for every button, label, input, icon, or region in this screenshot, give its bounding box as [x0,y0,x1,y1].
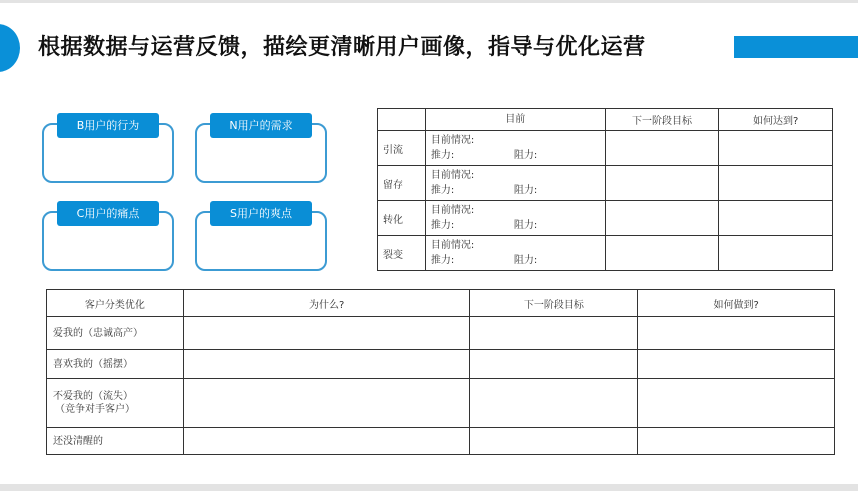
current-status-cell[interactable] [425,201,605,236]
next-goal-cell[interactable] [470,317,638,350]
current-status-cell[interactable] [425,236,605,271]
why-cell[interactable] [183,379,470,428]
current-status-cell[interactable] [425,131,605,166]
next-goal-cell[interactable] [605,201,719,236]
how-cell[interactable] [719,236,833,271]
table-row [47,317,835,350]
current-status-cell[interactable] [425,166,605,201]
header-cell-current: 目前 [425,109,605,131]
stage-label: 裂变 [378,236,426,271]
current-status-label: 目前情况: [430,240,475,251]
next-goal-cell[interactable] [605,236,719,271]
header-cell-how-to-achieve: 如何达到? [719,109,833,131]
card-tag-c-user-pain-points: C用户的痛点 [57,201,159,226]
customer-category-sub: （竞争对手客户） [55,404,135,415]
push-label: 推力: [430,185,455,196]
push-label: 推力: [430,150,455,161]
table-row [378,201,833,236]
how-cell[interactable] [638,350,835,379]
table-header-row [378,109,833,131]
page-title: 根据数据与运营反馈，描绘更清晰用户画像，指导与优化运营 [38,35,646,60]
current-status-label: 目前情况: [430,170,475,181]
why-cell[interactable] [183,350,470,379]
current-status-label: 目前情况: [430,135,475,146]
stage-label: 转化 [378,201,426,236]
how-cell[interactable] [719,166,833,201]
next-goal-cell[interactable] [470,428,638,455]
resist-label: 阻力: [513,150,538,161]
funnel-stage-table [377,108,833,271]
bottom-border-strip [0,484,858,491]
title-circle-decoration [0,24,20,72]
customer-category-cell [47,379,184,428]
header-cell-why: 为什么? [183,290,470,317]
why-cell[interactable] [183,428,470,455]
header-cell-customer-category: 客户分类优化 [47,290,184,317]
card-tag-b-user-behavior: B用户的行为 [57,113,159,138]
why-cell[interactable] [183,317,470,350]
header-cell-how-to-do: 如何做到? [638,290,835,317]
table-header-row [47,290,835,317]
current-status-label: 目前情况: [430,205,475,216]
how-cell[interactable] [638,428,835,455]
how-cell[interactable] [719,201,833,236]
stage-label: 引流 [378,131,426,166]
next-goal-cell[interactable] [605,131,719,166]
next-goal-cell[interactable] [470,379,638,428]
table-row [47,350,835,379]
resist-label: 阻力: [513,220,538,231]
card-tag-s-user-delight-points: S用户的爽点 [210,201,312,226]
table-row [378,236,833,271]
table-row [378,131,833,166]
header-cell-next-goal: 下一阶段目标 [470,290,638,317]
header-cell-next-goal: 下一阶段目标 [605,109,719,131]
how-cell[interactable] [719,131,833,166]
how-cell[interactable] [638,317,835,350]
push-label: 推力: [430,220,455,231]
resist-label: 阻力: [513,255,538,266]
top-border-strip [0,0,858,3]
card-tag-n-user-needs: N用户的需求 [210,113,312,138]
header-cell-empty [378,109,426,131]
customer-category-main: 不爱我的（流失） [53,391,133,402]
customer-category-cell: 喜欢我的（摇摆） [47,350,184,379]
table-row [378,166,833,201]
customer-category-cell: 还没清醒的 [47,428,184,455]
push-label: 推力: [430,255,455,266]
stage-label: 留存 [378,166,426,201]
customer-category-cell: 爱我的（忠诚高产） [47,317,184,350]
resist-label: 阻力: [513,185,538,196]
table-row [47,428,835,455]
title-accent-bar [734,36,858,58]
how-cell[interactable] [638,379,835,428]
customer-classification-table [46,289,835,455]
next-goal-cell[interactable] [605,166,719,201]
next-goal-cell[interactable] [470,350,638,379]
table-row [47,379,835,428]
